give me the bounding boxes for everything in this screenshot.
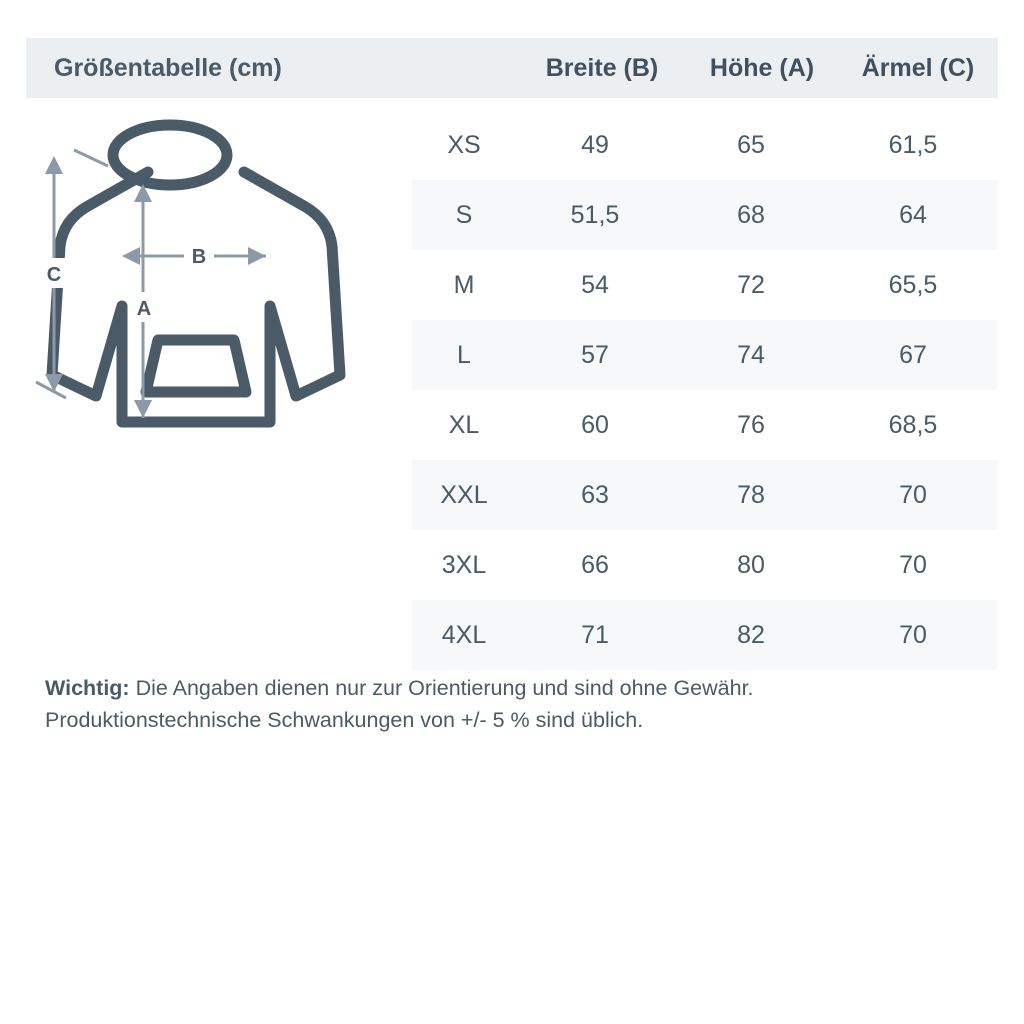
table-header-row xyxy=(26,38,998,98)
cell-height: 78 xyxy=(737,480,765,509)
cell-height: 76 xyxy=(737,410,765,439)
cell-size: XS xyxy=(447,130,481,159)
cell-width: 51,5 xyxy=(570,200,620,229)
cell-sleeve: 64 xyxy=(899,200,927,229)
disclaimer-line-1: Die Angaben dienen nur zur Orientierung und sind ohne Gewähr. xyxy=(129,676,754,700)
label-b: B xyxy=(191,246,207,268)
table-row xyxy=(412,530,998,600)
hoodie-diagram xyxy=(30,110,410,470)
disclaimer-label xyxy=(45,676,130,700)
cell-sleeve: 65,5 xyxy=(888,270,938,299)
cell-sleeve: 67 xyxy=(899,340,927,369)
label-c: C xyxy=(46,264,62,286)
table-row xyxy=(412,600,998,670)
cell-width: 66 xyxy=(581,550,609,579)
table-row xyxy=(412,390,998,460)
header-columns xyxy=(518,54,998,83)
cell-size: 3XL xyxy=(441,550,487,579)
cell-size: XL xyxy=(448,410,480,439)
cell-height: 68 xyxy=(737,200,765,229)
page-title: Größentabelle (cm) xyxy=(54,53,282,82)
cell-size: L xyxy=(457,340,471,369)
table-row xyxy=(412,180,998,250)
size-table xyxy=(412,110,998,670)
cell-height: 72 xyxy=(737,270,765,299)
cell-size: XXL xyxy=(440,480,488,509)
cell-width: 71 xyxy=(581,620,609,649)
disclaimer-note xyxy=(45,672,985,736)
disclaimer-line-2: Produktionstechnische Schwankungen von +/- 5 % sind üblich. xyxy=(45,708,644,732)
header-col-sleeve: Ärmel (C) xyxy=(861,53,975,82)
header-col-width: Breite (B) xyxy=(545,53,659,82)
cell-width: 63 xyxy=(581,480,609,509)
header-col-height: Höhe (A) xyxy=(709,53,815,82)
table-row xyxy=(412,110,998,180)
disclaimer-label-text: Wichtig: xyxy=(45,676,130,700)
cell-height: 65 xyxy=(737,130,765,159)
cell-height: 82 xyxy=(737,620,765,649)
table-row xyxy=(412,460,998,530)
cell-height: 74 xyxy=(737,340,765,369)
cell-width: 57 xyxy=(581,340,609,369)
label-a: A xyxy=(136,298,152,320)
cell-size: M xyxy=(453,270,475,299)
cell-sleeve: 70 xyxy=(899,550,927,579)
cell-width: 49 xyxy=(581,130,609,159)
cell-size: 4XL xyxy=(441,620,487,649)
table-row xyxy=(412,320,998,390)
cell-sleeve: 68,5 xyxy=(888,410,938,439)
cell-sleeve: 61,5 xyxy=(888,130,938,159)
cell-sleeve: 70 xyxy=(899,620,927,649)
cell-size: S xyxy=(455,200,473,229)
cell-sleeve: 70 xyxy=(899,480,927,509)
cell-height: 80 xyxy=(737,550,765,579)
table-row xyxy=(412,250,998,320)
cell-width: 54 xyxy=(581,270,609,299)
cell-width: 60 xyxy=(581,410,609,439)
hoodie-outline-icon xyxy=(52,125,340,422)
